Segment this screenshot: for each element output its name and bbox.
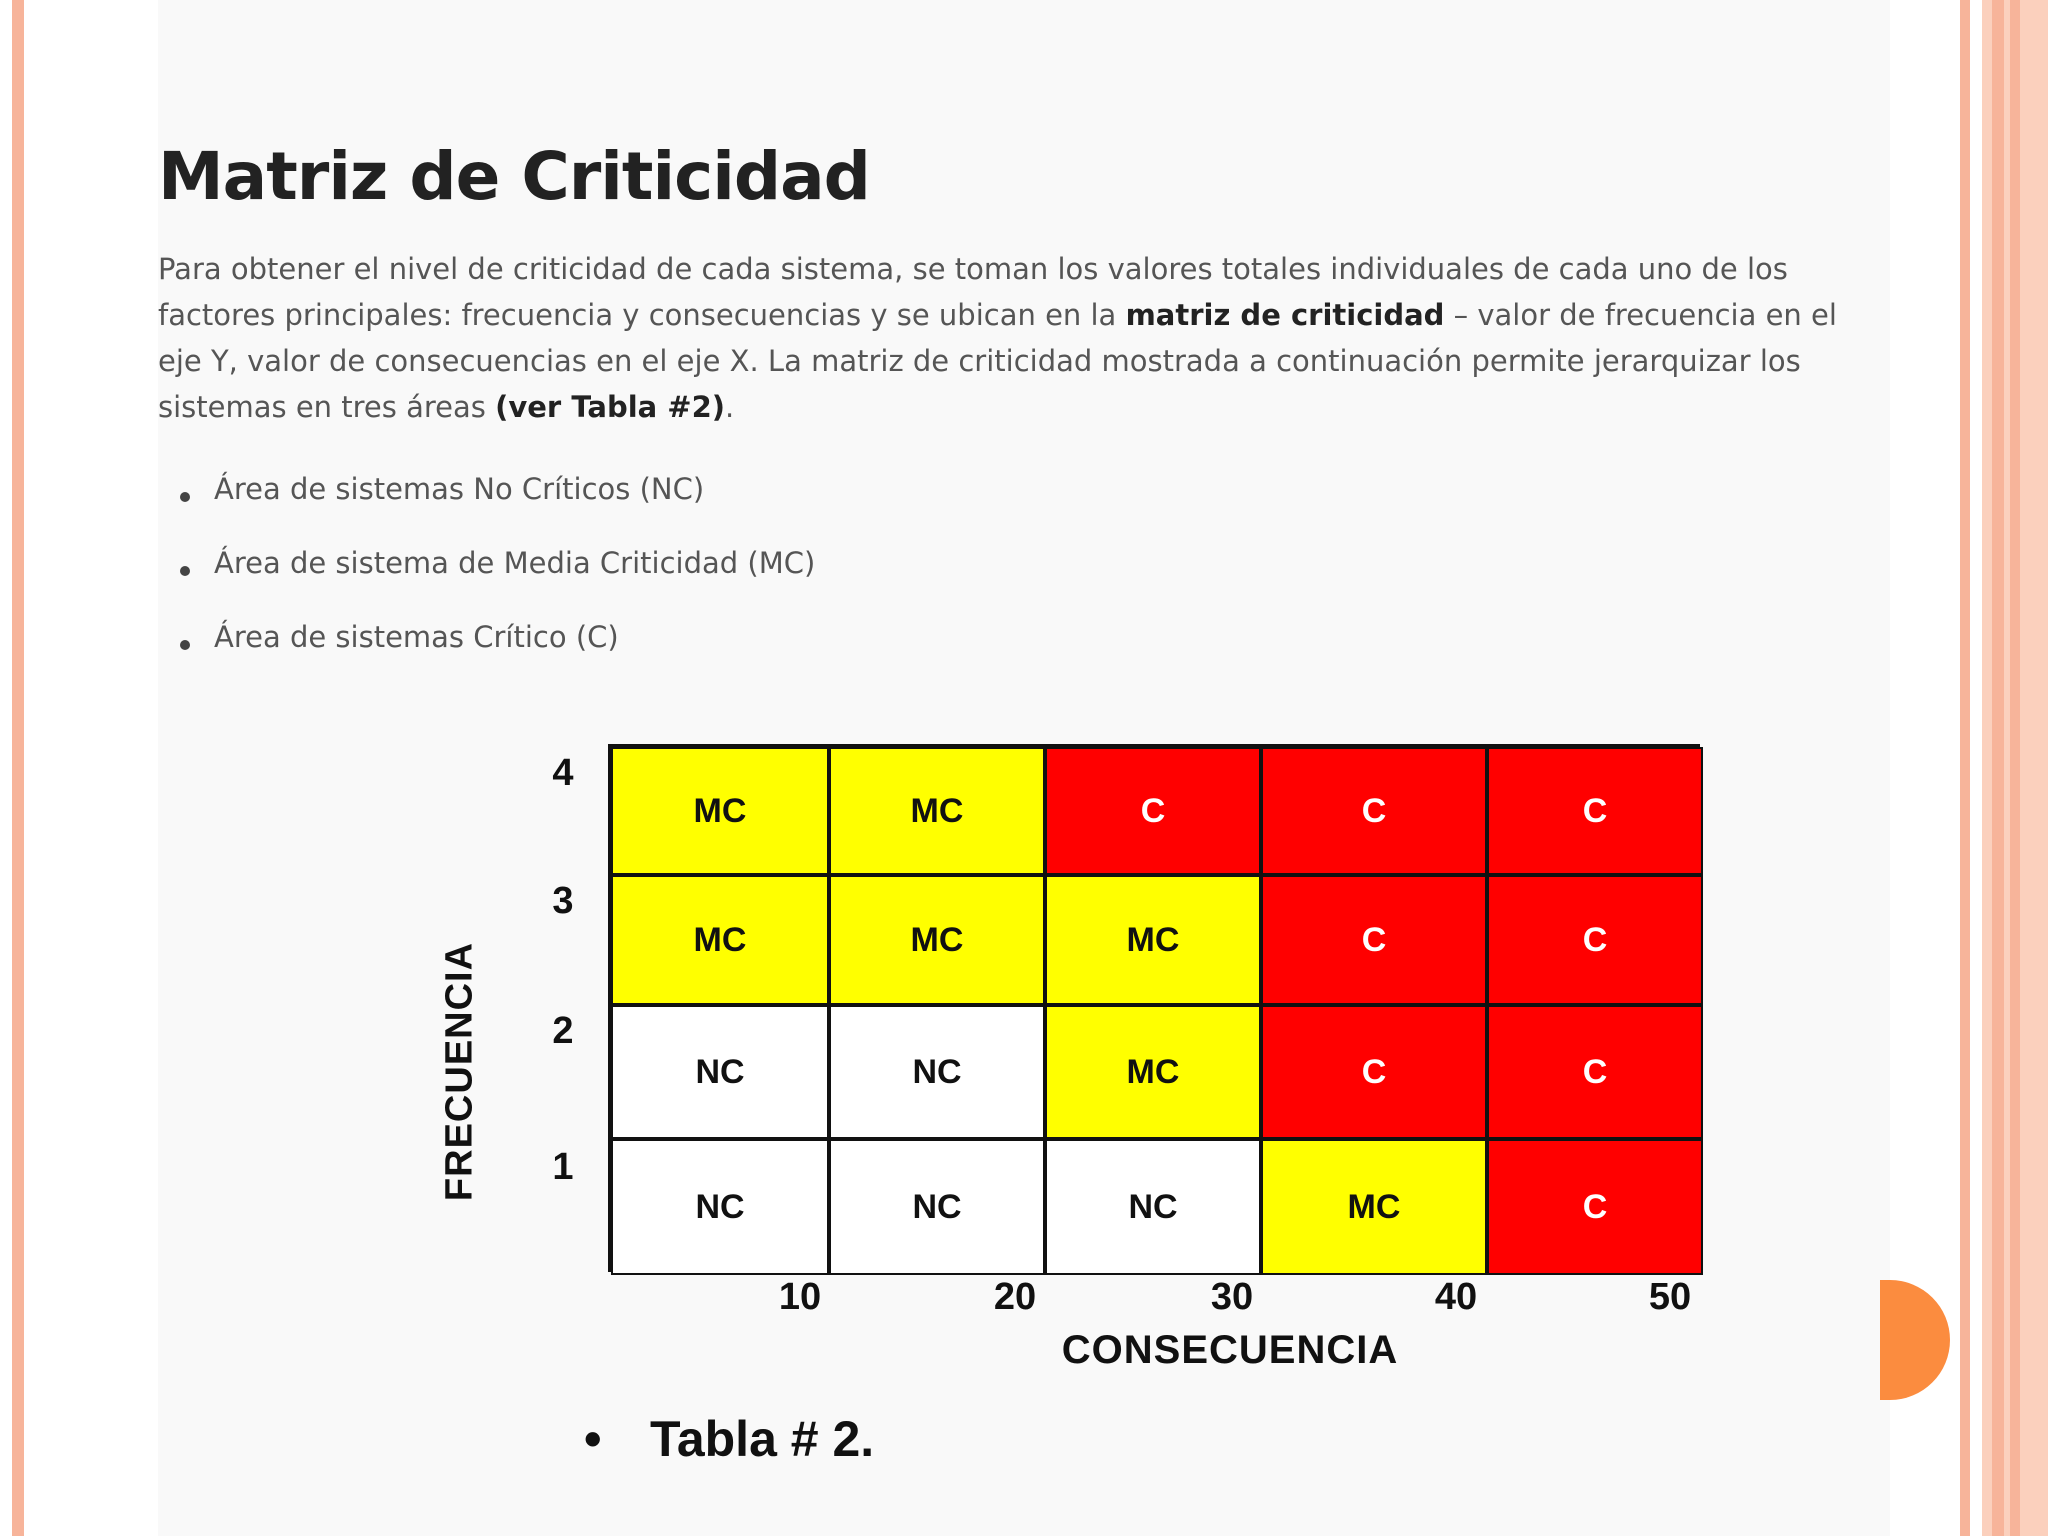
x-tick-label: 30 [1210,1276,1254,1318]
paragraph-bold-2: (ver Tabla #2) [495,390,726,424]
y-axis-label: FRECUENCIA [438,941,481,1202]
criticality-matrix [608,744,1700,1272]
matrix-cell: NC [1045,1139,1261,1275]
matrix-cell: C [1045,747,1261,875]
matrix-cell: C [1261,747,1487,875]
x-tick-label: 10 [778,1276,822,1318]
y-tick-label: 4 [552,752,574,794]
matrix-cell: C [1261,875,1487,1005]
caption-bullet: • [584,1411,602,1467]
intro-paragraph [158,246,1878,430]
matrix-cell: MC [611,747,829,875]
page-title: Matriz de Criticidad [158,138,870,215]
list-item: Área de sistemas No Críticos (NC) [158,472,815,546]
x-tick-label: 40 [1434,1276,1478,1318]
slide-border-right-line-3 [2010,0,2020,1536]
paragraph-text-1: Para obtener el nivel de criticidad de cada sistema, se toman los valores totales individuales de cada uno de los factores principales: frecuencia y consecuencias y se ubican en la [158,252,1788,332]
matrix-cell: C [1487,1139,1703,1275]
table-caption [584,1410,874,1468]
paragraph-bold-1: matriz de criticidad [1125,298,1445,332]
caption-text: Tabla # 2. [650,1411,875,1467]
matrix-cell: MC [829,875,1045,1005]
y-tick-label: 1 [552,1146,574,1188]
slide-border-right-line-1 [1960,0,1970,1536]
list-item: Área de sistemas Crítico (C) [158,620,815,694]
areas-list [158,472,815,694]
matrix-cell: MC [1261,1139,1487,1275]
matrix-cell: C [1487,747,1703,875]
matrix-cell: NC [611,1005,829,1139]
matrix-cell: C [1487,875,1703,1005]
y-tick-label: 2 [552,1010,574,1052]
y-tick-label: 3 [552,880,574,922]
paragraph-text-3: . [725,390,735,424]
matrix-cell: NC [829,1005,1045,1139]
matrix-cell: MC [829,747,1045,875]
matrix-cell: NC [829,1139,1045,1275]
matrix-cell: C [1487,1005,1703,1139]
matrix-cell: MC [1045,1005,1261,1139]
matrix-cell: NC [611,1139,829,1275]
paragraph-text-2: – valor de frecuencia en el eje Y, valor de consecuencias en el eje X. La matriz de criticidad mostrada a continuación permite jerarquizar los sistemas en tres áreas [158,298,1837,424]
x-axis-label: CONSECUENCIA [1061,1328,1399,1372]
matrix-cell: MC [611,875,829,1005]
matrix-cell: C [1261,1005,1487,1139]
matrix-cell: MC [1045,875,1261,1005]
x-tick-label: 50 [1648,1276,1692,1318]
list-item: Área de sistema de Media Criticidad (MC) [158,546,815,620]
x-tick-label: 20 [993,1276,1037,1318]
slide-border-left [12,0,24,1536]
decorative-half-circle [1880,1280,1950,1400]
slide-border-right-line-2 [1992,0,2004,1536]
